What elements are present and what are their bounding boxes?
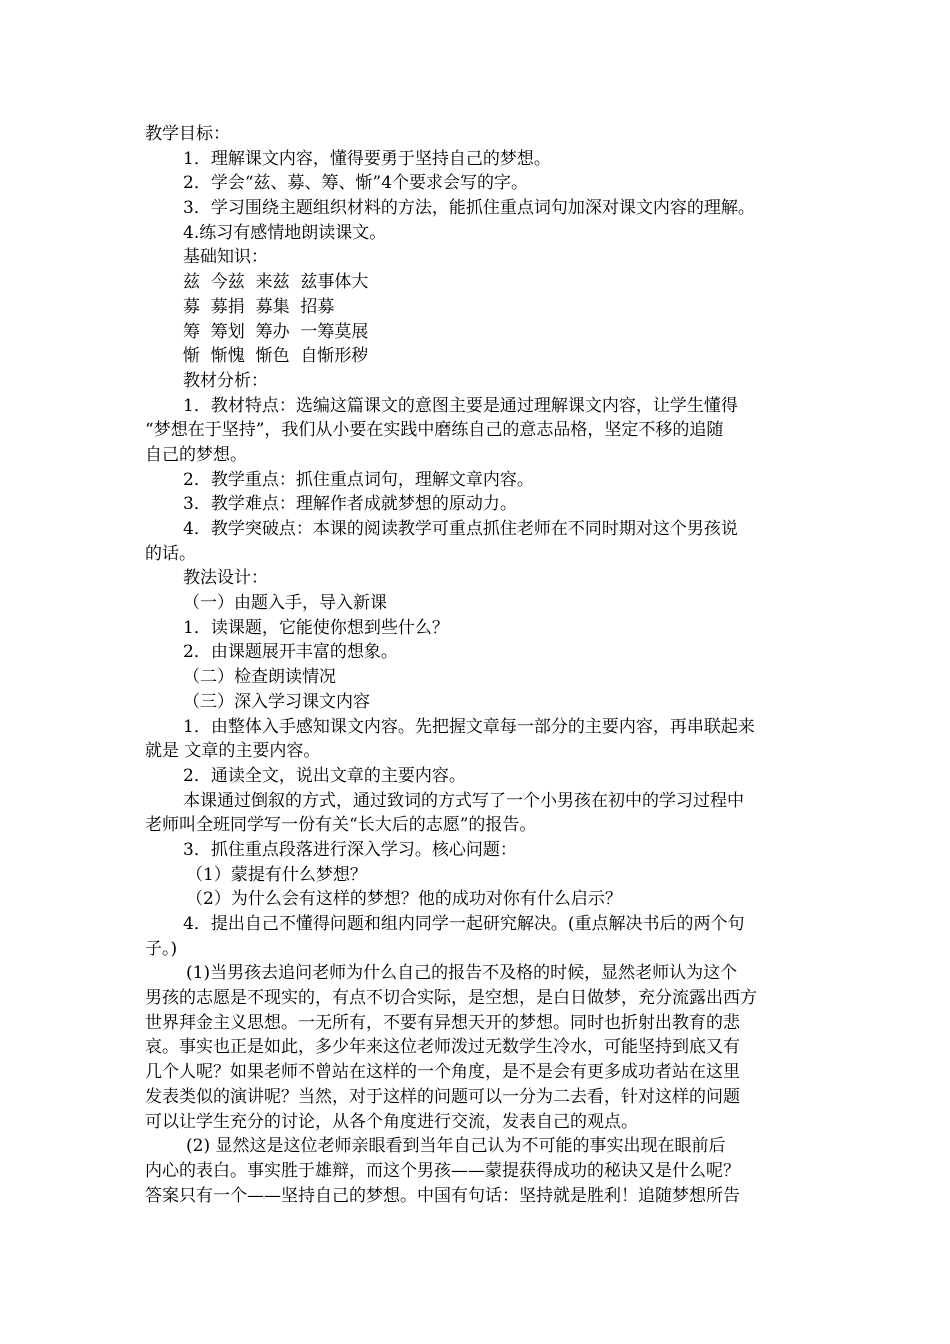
- explanation-2-line-2: 内心的表白。事实胜于雄辩，而这个男孩——蒙提获得成功的秘诀又是什么呢？: [145, 1160, 740, 1181]
- core-question-2: （2）为什么会有这样的梦想？他的成功对你有什么启示？: [186, 889, 622, 910]
- core-question-1: （1）蒙提有什么梦想？: [186, 864, 367, 885]
- summary-line-1: 本课通过倒叙的方式，通过致词的方式写了一个小男孩在初中的学习过程中: [183, 790, 744, 811]
- section-1-item-2: 2．由课题展开丰富的想象。: [183, 642, 398, 663]
- explanation-1-line-5: 几个人呢？如果老师不曾站在这样的一个角度，是不是会有更多成功者站在这里: [145, 1062, 740, 1083]
- analysis-1-line-1: 1．教材特点：选编这篇课文的意图主要是通过理解课文内容，让学生懂得: [183, 395, 738, 416]
- goal-4: 4.练习有感情地朗读课文。: [183, 222, 387, 243]
- explanation-1-line-2: 男孩的志愿是不现实的，有点不切合实际，是空想，是白日做梦，充分流露出西方: [145, 988, 757, 1009]
- goal-1: 1．理解课文内容，懂得要勇于坚持自己的梦想。: [183, 148, 551, 169]
- explanation-2-line-1: (2) 显然这是这位老师亲眼看到当年自己认为不可能的事实出现在眼前后: [186, 1136, 726, 1157]
- explanation-1-line-1: (1)当男孩去追问老师为什么自己的报告不及格的时候，显然老师认为这个: [186, 963, 738, 984]
- explanation-1-line-3: 世界拜金主义思想。一无所有，不要有异想天开的梦想。同时也折射出教育的悲: [145, 1012, 740, 1033]
- document-body: [145, 122, 810, 1208]
- section-3-item-2: 2．通读全文，说出文章的主要内容。: [183, 765, 466, 786]
- section-2-heading: （二）检查朗读情况: [183, 667, 336, 688]
- summary-line-2: 老师叫全班同学写一份有关“长大后的志愿”的报告。: [145, 815, 537, 836]
- analysis-4-line-1: 4．教学突破点：本课的阅读教学可重点抓住老师在不同时期对这个男孩说: [183, 519, 738, 539]
- analysis-1-line-2: “梦想在于坚持”，我们从小要在实践中磨练自己的意志品格，坚定不移的追随: [145, 420, 724, 441]
- analysis-4-line-2: 的话。: [145, 543, 196, 564]
- vocab-row-zi: 兹 今兹 来兹 兹事体大: [183, 272, 369, 293]
- analysis-2: 2．教学重点：抓住重点词句，理解文章内容。: [183, 469, 534, 490]
- vocab-row-mu: 募 募捐 募集 招募: [183, 296, 335, 317]
- heading-method-design: 教法设计：: [183, 568, 268, 589]
- explanation-1-line-6: 发表类似的演讲呢？当然，对于这样的问题可以一分为二去看，针对这样的问题: [145, 1086, 740, 1107]
- analysis-3: 3．教学难点：理解作者成就梦想的原动力。: [183, 494, 517, 515]
- explanation-1-line-4: 哀。事实也正是如此，多少年来这位老师泼过无数学生冷水，可能坚持到底又有: [145, 1037, 740, 1058]
- section-1-item-1: 1．读课题，它能使你想到些什么？: [183, 617, 449, 638]
- section-3-item-1-line-2: 就是 文章的主要内容。: [145, 741, 321, 762]
- section-3-item-4-line-1: 4．提出自己不懂得问题和组内同学一起研究解决。(重点解决书后的两个句: [183, 914, 745, 934]
- vocab-row-can: 惭 惭愧 惭色 自惭形秽: [183, 346, 369, 367]
- explanation-1-line-7: 可以让学生充分的讨论，从各个角度进行交流，发表自己的观点。: [145, 1111, 638, 1132]
- goal-3: 3．学习围绕主题组织材料的方法，能抓住重点词句加深对课文内容的理解。: [183, 198, 755, 219]
- explanation-2-line-3: 答案只有一个——坚持自己的梦想。中国有句话：坚持就是胜利！追随梦想所告: [145, 1185, 740, 1206]
- section-1-heading: （一）由题入手，导入新课: [183, 593, 387, 614]
- section-3-item-4-line-2: 子。): [145, 938, 178, 959]
- heading-basic-knowledge: 基础知识：: [183, 247, 268, 268]
- section-3-item-3: 3．抓住重点段落进行深入学习。核心问题：: [183, 839, 517, 860]
- section-3-item-1-line-1: 1．由整体入手感知课文内容。先把握文章每一部分的主要内容，再串联起来: [183, 716, 755, 737]
- heading-teaching-goals: 教学目标：: [145, 124, 230, 144]
- heading-material-analysis: 教材分析：: [183, 370, 268, 391]
- vocab-row-chou: 筹 筹划 筹办 一筹莫展: [183, 321, 369, 342]
- goal-2: 2．学会“兹、募、筹、惭”4个要求会写的字。: [183, 173, 529, 194]
- section-3-heading: （三）深入学习课文内容: [183, 691, 370, 712]
- analysis-1-line-3: 自己的梦想。: [145, 444, 247, 465]
